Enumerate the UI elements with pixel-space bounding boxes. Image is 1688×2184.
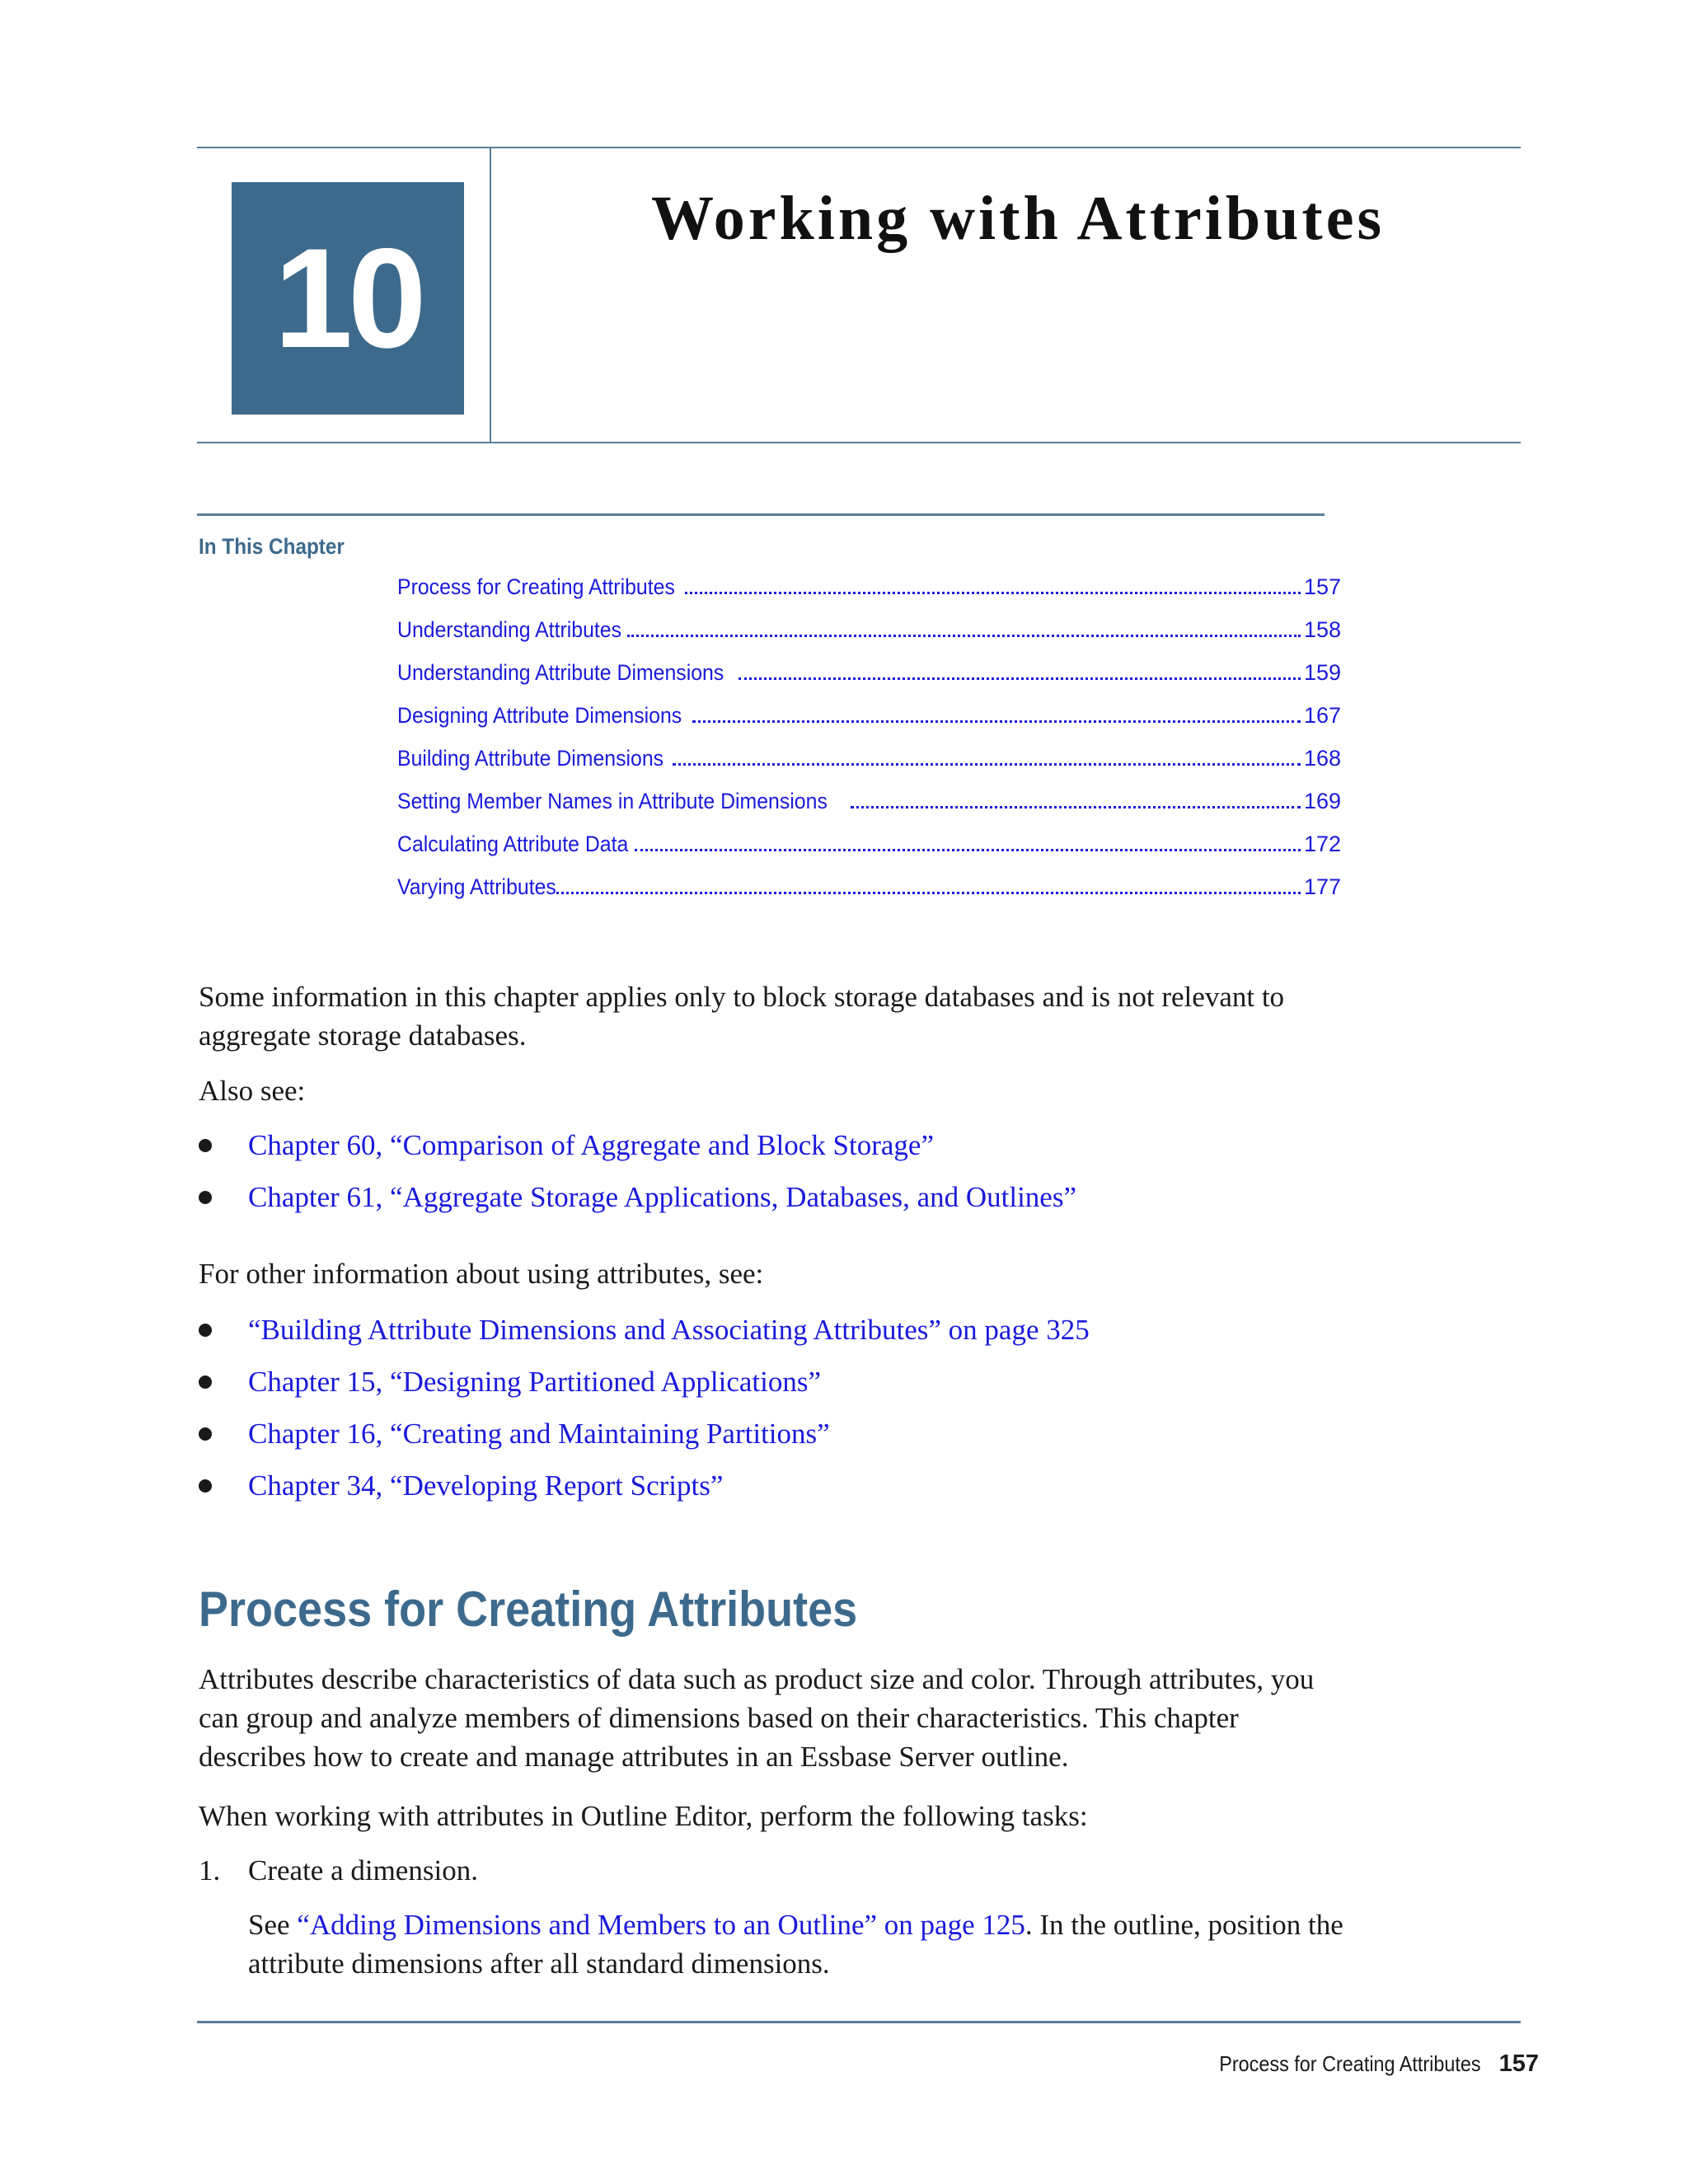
toc-entry-label: Understanding Attributes — [397, 617, 622, 642]
toc-entry-label: Understanding Attribute Dimensions — [397, 660, 724, 685]
toc-entry-label: Process for Creating Attributes — [397, 574, 675, 599]
toc-entry-page: 159 — [1303, 660, 1341, 685]
chapter-16-link[interactable]: Chapter 16, “Creating and Maintaining Partitions” — [248, 1418, 830, 1450]
list-item — [199, 1414, 1353, 1466]
toc-entry-label: Setting Member Names in Attribute Dimensions — [397, 789, 828, 813]
list-item — [199, 1466, 1353, 1518]
toc-dot-leader — [556, 892, 1301, 894]
header-bottom-rule — [197, 442, 1521, 443]
toc-rule — [197, 513, 1325, 516]
list-item — [199, 1310, 1353, 1362]
toc-entry-page: 167 — [1303, 703, 1341, 728]
bullet-icon — [199, 1376, 212, 1389]
section-heading: Process for Creating Attributes — [199, 1582, 858, 1637]
toc-dot-leader — [685, 592, 1301, 594]
toc-entry-page: 169 — [1303, 789, 1341, 813]
toc-entry-page: 177 — [1303, 874, 1341, 899]
also-see-label: Also see: — [199, 1075, 306, 1107]
other-info-label: For other information about using attributes, see: — [199, 1258, 764, 1290]
toc-heading: In This Chapter — [199, 534, 345, 559]
toc-entry[interactable] — [397, 832, 1341, 874]
chapter-34-link[interactable]: Chapter 34, “Developing Report Scripts” — [248, 1469, 724, 1502]
footer-rule — [197, 2021, 1521, 2023]
footer-section-title: Process for Creating Attributes — [1219, 2051, 1481, 2076]
footer-page-number: 157 — [1498, 2050, 1539, 2077]
step-text: Create a dimension. — [248, 1854, 478, 1886]
toc-dot-leader — [627, 635, 1301, 637]
step-note-suffix: . In the outline, position the attribute dimensions after all standard dimensions. — [248, 1909, 1343, 1980]
page-footer — [1190, 2050, 1539, 2078]
toc-entry-page: 168 — [1303, 746, 1341, 771]
building-attribute-dimensions-link[interactable]: “Building Attribute Dimensions and Associating Attributes” on page 325 — [248, 1314, 1090, 1346]
header-top-rule — [197, 147, 1521, 148]
toc-entry-label: Calculating Attribute Data — [397, 832, 629, 856]
chapter-60-link[interactable]: Chapter 60, “Comparison of Aggregate and Block Storage” — [248, 1129, 935, 1161]
intro-paragraph: Some information in this chapter applies only to block storage databases and is not relevant to aggregate storage databases. — [199, 981, 1285, 1052]
other-info-list — [199, 1310, 1353, 1518]
toc-dot-leader — [635, 849, 1301, 851]
bullet-icon — [199, 1479, 212, 1493]
toc-entry-page: 172 — [1303, 832, 1341, 856]
step-note — [248, 1905, 1344, 1983]
toc-entry-page: 157 — [1303, 574, 1341, 599]
toc-dot-leader — [851, 806, 1301, 808]
toc-entry[interactable] — [397, 746, 1341, 789]
toc-entry-label: Designing Attribute Dimensions — [397, 703, 682, 728]
toc-entry-label: Building Attribute Dimensions — [397, 746, 664, 771]
section-paragraph: Attributes describe characteristics of data such as product size and color. Through attributes, you can group and analyze members of dimensions based on their characteristics. This chapter describes how to create and manage attributes in an Essbase Server outline. — [199, 1663, 1315, 1773]
toc-entry-page: 158 — [1303, 617, 1341, 642]
toc-entry-label: Varying Attributes — [397, 874, 556, 899]
toc-entry[interactable] — [397, 660, 1341, 703]
list-item — [199, 1126, 1353, 1178]
chapter-number-box — [232, 182, 464, 415]
chapter-title: Working with Attributes — [650, 184, 1386, 253]
also-see-list — [199, 1126, 1353, 1230]
toc-dot-leader — [673, 763, 1301, 766]
adding-dimensions-link[interactable]: “Adding Dimensions and Members to an Outline” on page 125 — [297, 1909, 1025, 1941]
bullet-icon — [199, 1139, 212, 1152]
chapter-number: 10 — [274, 219, 422, 377]
toc-entry[interactable] — [397, 703, 1341, 746]
list-item — [199, 1362, 1353, 1414]
list-item — [199, 1178, 1353, 1230]
step-note-prefix: See — [248, 1909, 298, 1941]
toc-dot-leader — [692, 720, 1301, 723]
toc-dot-leader — [738, 677, 1301, 680]
chapter-15-link[interactable]: Chapter 15, “Designing Partitioned Applications” — [248, 1366, 822, 1398]
bullet-icon — [199, 1324, 212, 1337]
toc-entry[interactable] — [397, 874, 1341, 917]
bullet-icon — [199, 1427, 212, 1441]
bullet-icon — [199, 1191, 212, 1204]
header-divider — [490, 147, 491, 443]
tasks-intro: When working with attributes in Outline Editor, perform the following tasks: — [199, 1800, 1088, 1832]
chapter-61-link[interactable]: Chapter 61, “Aggregate Storage Applications, Databases, and Outlines” — [248, 1181, 1076, 1213]
toc-entry[interactable] — [397, 617, 1341, 660]
toc-list — [397, 574, 1341, 917]
toc-entry[interactable] — [397, 574, 1341, 617]
step-number: 1. — [199, 1854, 221, 1886]
toc-entry[interactable] — [397, 789, 1341, 832]
